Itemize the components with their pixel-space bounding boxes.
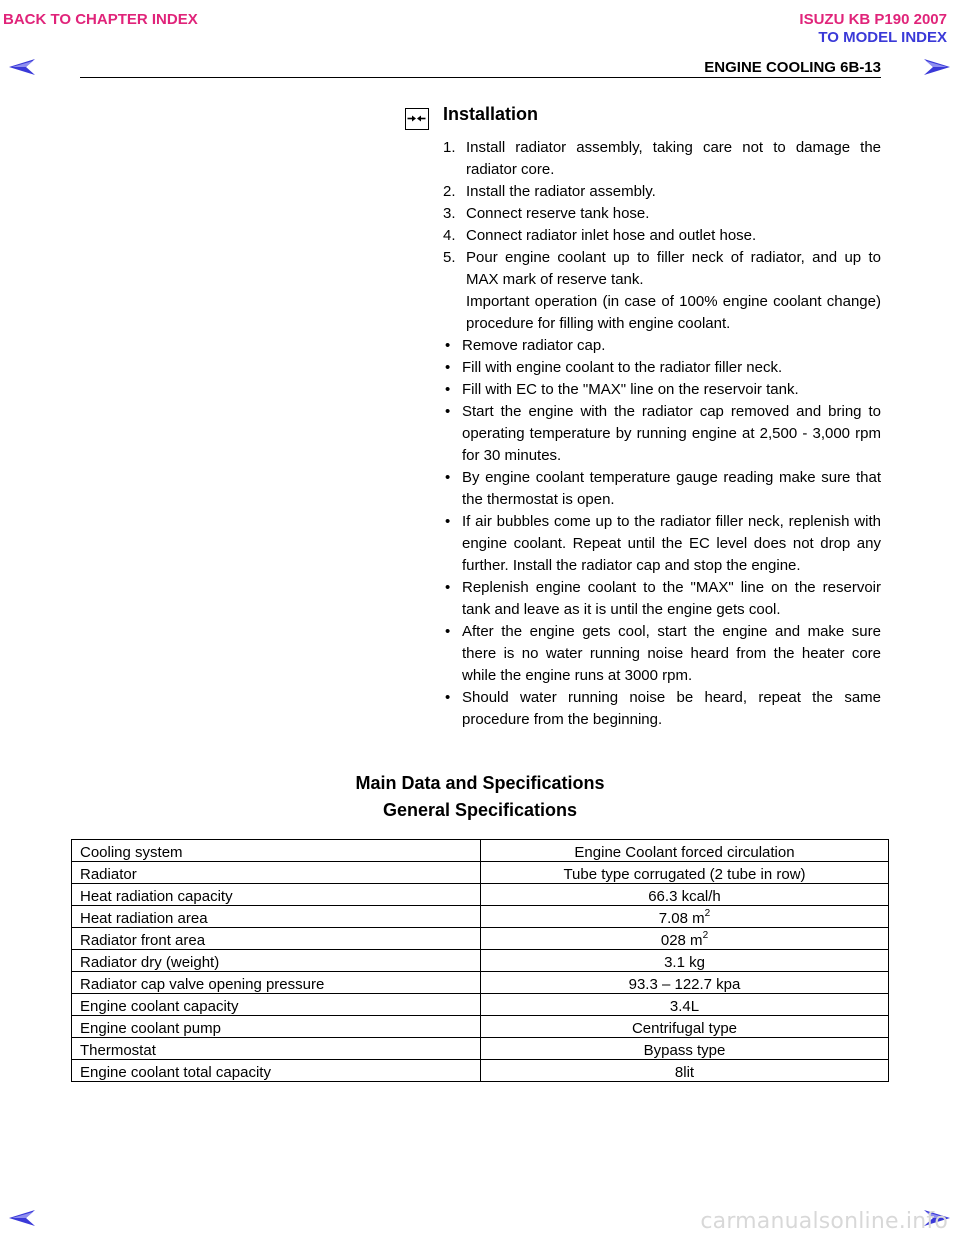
superscript: 2 [702, 930, 709, 941]
superscript: 2 [704, 908, 711, 919]
step-number: 4. [443, 227, 456, 244]
step-number: 5. [443, 249, 456, 266]
bullet-dot-icon: • [445, 513, 451, 530]
spec-label: Radiator front area [72, 928, 481, 950]
install-arrows-icon [405, 108, 429, 130]
spec-value: Tube type corrugated (2 tube in row) [481, 862, 889, 884]
step-number: 3. [443, 205, 456, 222]
model-title-link[interactable]: ISUZU KB P190 2007 [799, 11, 947, 28]
bullet-text: Replenish engine coolant to the "MAX" line on the reservoir tank and leave as it is until the engine gets cool. [462, 579, 881, 618]
bullet-item [443, 379, 881, 401]
table-row [72, 906, 889, 928]
bullet-text: Fill with EC to the "MAX" line on the reservoir tank. [462, 381, 799, 398]
bullet-dot-icon: • [445, 381, 451, 398]
arrow-right-icon[interactable] [924, 59, 950, 75]
installation-procedure [443, 137, 881, 731]
specifications-table [71, 839, 889, 1082]
watermark: carmanualsonline.info [700, 1209, 948, 1234]
bullet-dot-icon: • [445, 403, 451, 420]
step-text: Connect radiator inlet hose and outlet hose. [466, 227, 757, 244]
table-row [72, 1038, 889, 1060]
spec-label: Heat radiation area [72, 906, 481, 928]
step-text: Install radiator assembly, taking care not to damage the radiator core. [466, 139, 881, 178]
table-row [72, 950, 889, 972]
step-number: 1. [443, 139, 456, 156]
spec-value: 3.4L [481, 994, 889, 1016]
bullet-item [443, 467, 881, 511]
bullet-item [443, 621, 881, 687]
step-item [443, 137, 881, 181]
important-note: Important operation (in case of 100% engine coolant change) procedure for filling with engine coolant. [466, 293, 881, 332]
bullet-text: Start the engine with the radiator cap removed and bring to operating temperature by running engine at 2,500 - 3,000 rpm for 30 minutes. [462, 403, 881, 464]
step-item [443, 225, 881, 247]
table-row [72, 994, 889, 1016]
bullet-text: Should water running noise be heard, repeat the same procedure from the beginning. [462, 689, 881, 728]
bullet-item [443, 335, 881, 357]
spec-value: Bypass type [481, 1038, 889, 1060]
main-data-heading: Main Data and Specifications [355, 773, 605, 793]
page-title: ENGINE COOLING 6B-13 [704, 59, 881, 76]
spec-value: 3.1 kg [481, 950, 889, 972]
spec-label: Heat radiation capacity [72, 884, 481, 906]
step-text: Install the radiator assembly. [466, 183, 656, 200]
bullet-dot-icon: • [445, 579, 451, 596]
step-text: Pour engine coolant up to filler neck of radiator, and up to MAX mark of reserve tank. [466, 249, 881, 288]
spec-value: 66.3 kcal/h [481, 884, 889, 906]
step-item [443, 181, 881, 203]
bullet-item [443, 511, 881, 577]
bullet-text: Fill with engine coolant to the radiator filler neck. [462, 359, 783, 376]
bullet-dot-icon: • [445, 359, 451, 376]
bullet-dot-icon: • [445, 469, 451, 486]
bullet-text: By engine coolant temperature gauge reading make sure that the thermostat is open. [462, 469, 881, 508]
table-row [72, 884, 889, 906]
table-row [72, 928, 889, 950]
spec-label: Engine coolant capacity [72, 994, 481, 1016]
arrow-left-icon[interactable] [9, 1210, 35, 1226]
arrow-left-icon[interactable] [9, 59, 35, 75]
bullet-item [443, 687, 881, 731]
bullet-dot-icon: • [445, 689, 451, 706]
spec-label: Radiator [72, 862, 481, 884]
bullet-text: If air bubbles come up to the radiator filler neck, replenish with engine coolant. Repeat until the EC level does not drop any further. Install the radiator cap and stop the engine. [462, 513, 881, 574]
step-number: 2. [443, 183, 456, 200]
spec-label: Cooling system [72, 840, 481, 862]
bullet-item [443, 401, 881, 467]
to-model-index-link[interactable]: TO MODEL INDEX [818, 29, 947, 46]
bullet-text: Remove radiator cap. [462, 337, 606, 354]
spec-value: 028 $m^2$ [481, 928, 889, 950]
general-specifications-heading: General Specifications [382, 800, 578, 820]
header-divider [80, 77, 881, 78]
spec-label: Engine coolant total capacity [72, 1060, 481, 1082]
spec-label: Radiator dry (weight) [72, 950, 481, 972]
spec-label: Thermostat [72, 1038, 481, 1060]
spec-value: Engine Coolant forced circulation [481, 840, 889, 862]
bullet-item [443, 577, 881, 621]
table-row [72, 862, 889, 884]
installation-heading: Installation [443, 104, 539, 124]
spec-value: 93.3 – 122.7 kpa [481, 972, 889, 994]
table-row [72, 840, 889, 862]
table-row [72, 972, 889, 994]
spec-label: Engine coolant pump [72, 1016, 481, 1038]
table-row [72, 1016, 889, 1038]
table-row [72, 1060, 889, 1082]
spec-value: 8lit [481, 1060, 889, 1082]
step-item [443, 247, 881, 291]
bullet-text: After the engine gets cool, start the engine and make sure there is no water running noise heard from the heater core while the engine runs at 3000 rpm. [462, 623, 881, 684]
bullet-dot-icon: • [445, 337, 451, 354]
bullet-item [443, 357, 881, 379]
spec-value: 7.08 $m^2$ [481, 906, 889, 928]
step-text: Connect reserve tank hose. [466, 205, 650, 222]
back-to-chapter-index-link[interactable]: BACK TO CHAPTER INDEX [3, 11, 198, 28]
spec-label: Radiator cap valve opening pressure [72, 972, 481, 994]
bullet-dot-icon: • [445, 623, 451, 640]
step-item [443, 203, 881, 225]
spec-value: Centrifugal type [481, 1016, 889, 1038]
